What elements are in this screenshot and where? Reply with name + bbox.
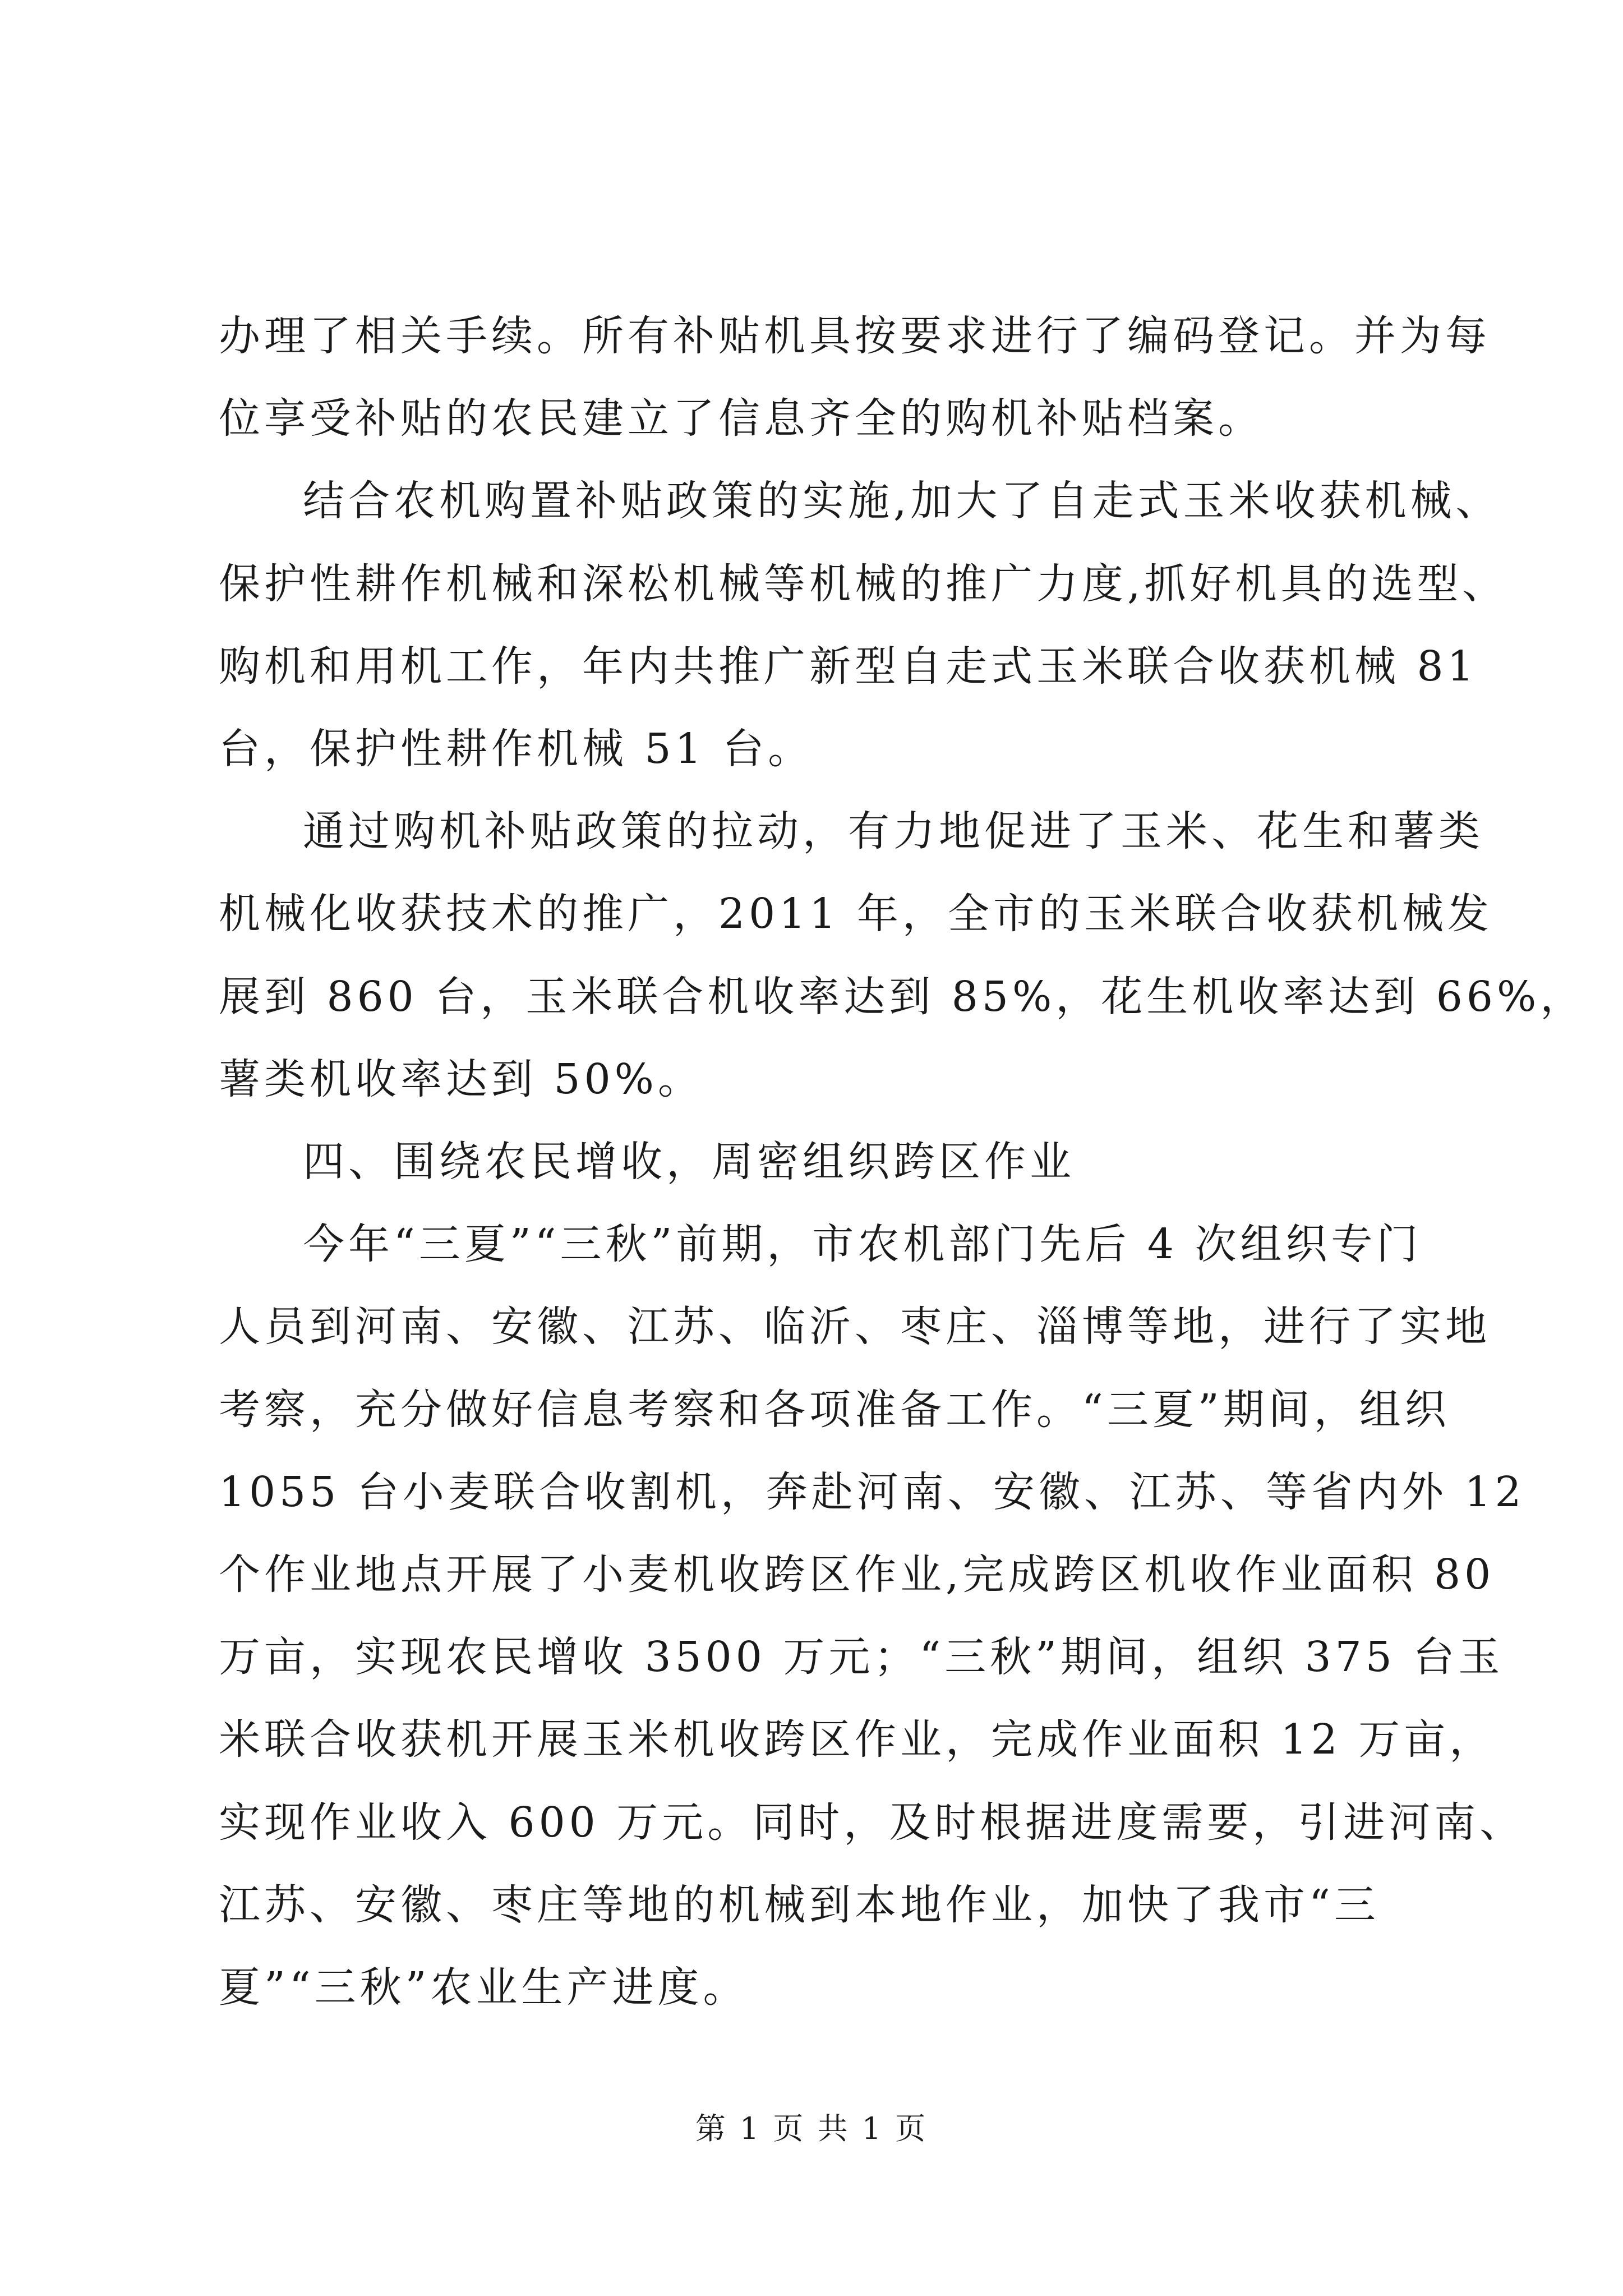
paragraph-line: 机械化收获技术的推广，2011 年，全市的玉米联合收获机械发 [219, 890, 1493, 938]
section-heading: 四、围绕农民增收，周密组织跨区作业 [303, 1138, 1075, 1186]
paragraph-line: 展到 860 台，玉米联合机收率达到 85%，花生机收率达到 66%， [219, 973, 1586, 1021]
paragraph-line: 购机和用机工作，年内共推广新型自走式玉米联合收获机械 81 [219, 642, 1478, 691]
paragraph-line: 实现作业收入 600 万元。同时，及时根据进度需要，引进河南、 [219, 1798, 1525, 1847]
paragraph-line: 夏”“三秋”农业生产进度。 [219, 1963, 749, 2012]
paragraph-line: 江苏、安徽、枣庄等地的机械到本地作业，加快了我市“三 [219, 1881, 1380, 1929]
paragraph-line: 今年“三夏”“三秋”前期，市农机部门先后 4 次组织专门 [303, 1220, 1422, 1268]
paragraph-line: 薯类机收率达到 50%。 [219, 1055, 703, 1103]
paragraph-line: 人员到河南、安徽、江苏、临沂、枣庄、淄博等地，进行了实地 [219, 1303, 1491, 1351]
paragraph-line: 通过购机补贴政策的拉动，有力地促进了玉米、花生和薯类 [303, 807, 1484, 855]
paragraph-line: 结合农机购置补贴政策的实施,加大了自走式玉米收获机械、 [303, 477, 1501, 525]
paragraph-line: 保护性耕作机械和深松机械等机械的推广力度,抓好机具的选型、 [219, 560, 1508, 608]
paragraph-line: 万亩，实现农民增收 3500 万元；“三秋”期间，组织 375 台玉 [219, 1633, 1504, 1681]
paragraph-line: 米联合收获机开展玉米机收跨区作业，完成作业面积 12 万亩， [219, 1715, 1495, 1764]
paragraph-line: 考察，充分做好信息考察和各项准备工作。“三夏”期间，组织 [219, 1386, 1450, 1434]
paragraph-line: 个作业地点开展了小麦机收跨区作业,完成跨区机收作业面积 80 [219, 1550, 1495, 1599]
paragraph-line: 位享受补贴的农民建立了信息齐全的购机补贴档案。 [219, 394, 1264, 443]
paragraph-line: 1055 台小麦联合收割机，奔赴河南、安徽、江苏、等省内外 12 [219, 1468, 1525, 1516]
paragraph-line: 台，保护性耕作机械 51 台。 [219, 725, 814, 773]
paragraph-line: 办理了相关手续。所有补贴机具按要求进行了编码登记。并为每 [219, 312, 1491, 360]
page-number-footer: 第 1 页 共 1 页 [695, 2111, 928, 2146]
